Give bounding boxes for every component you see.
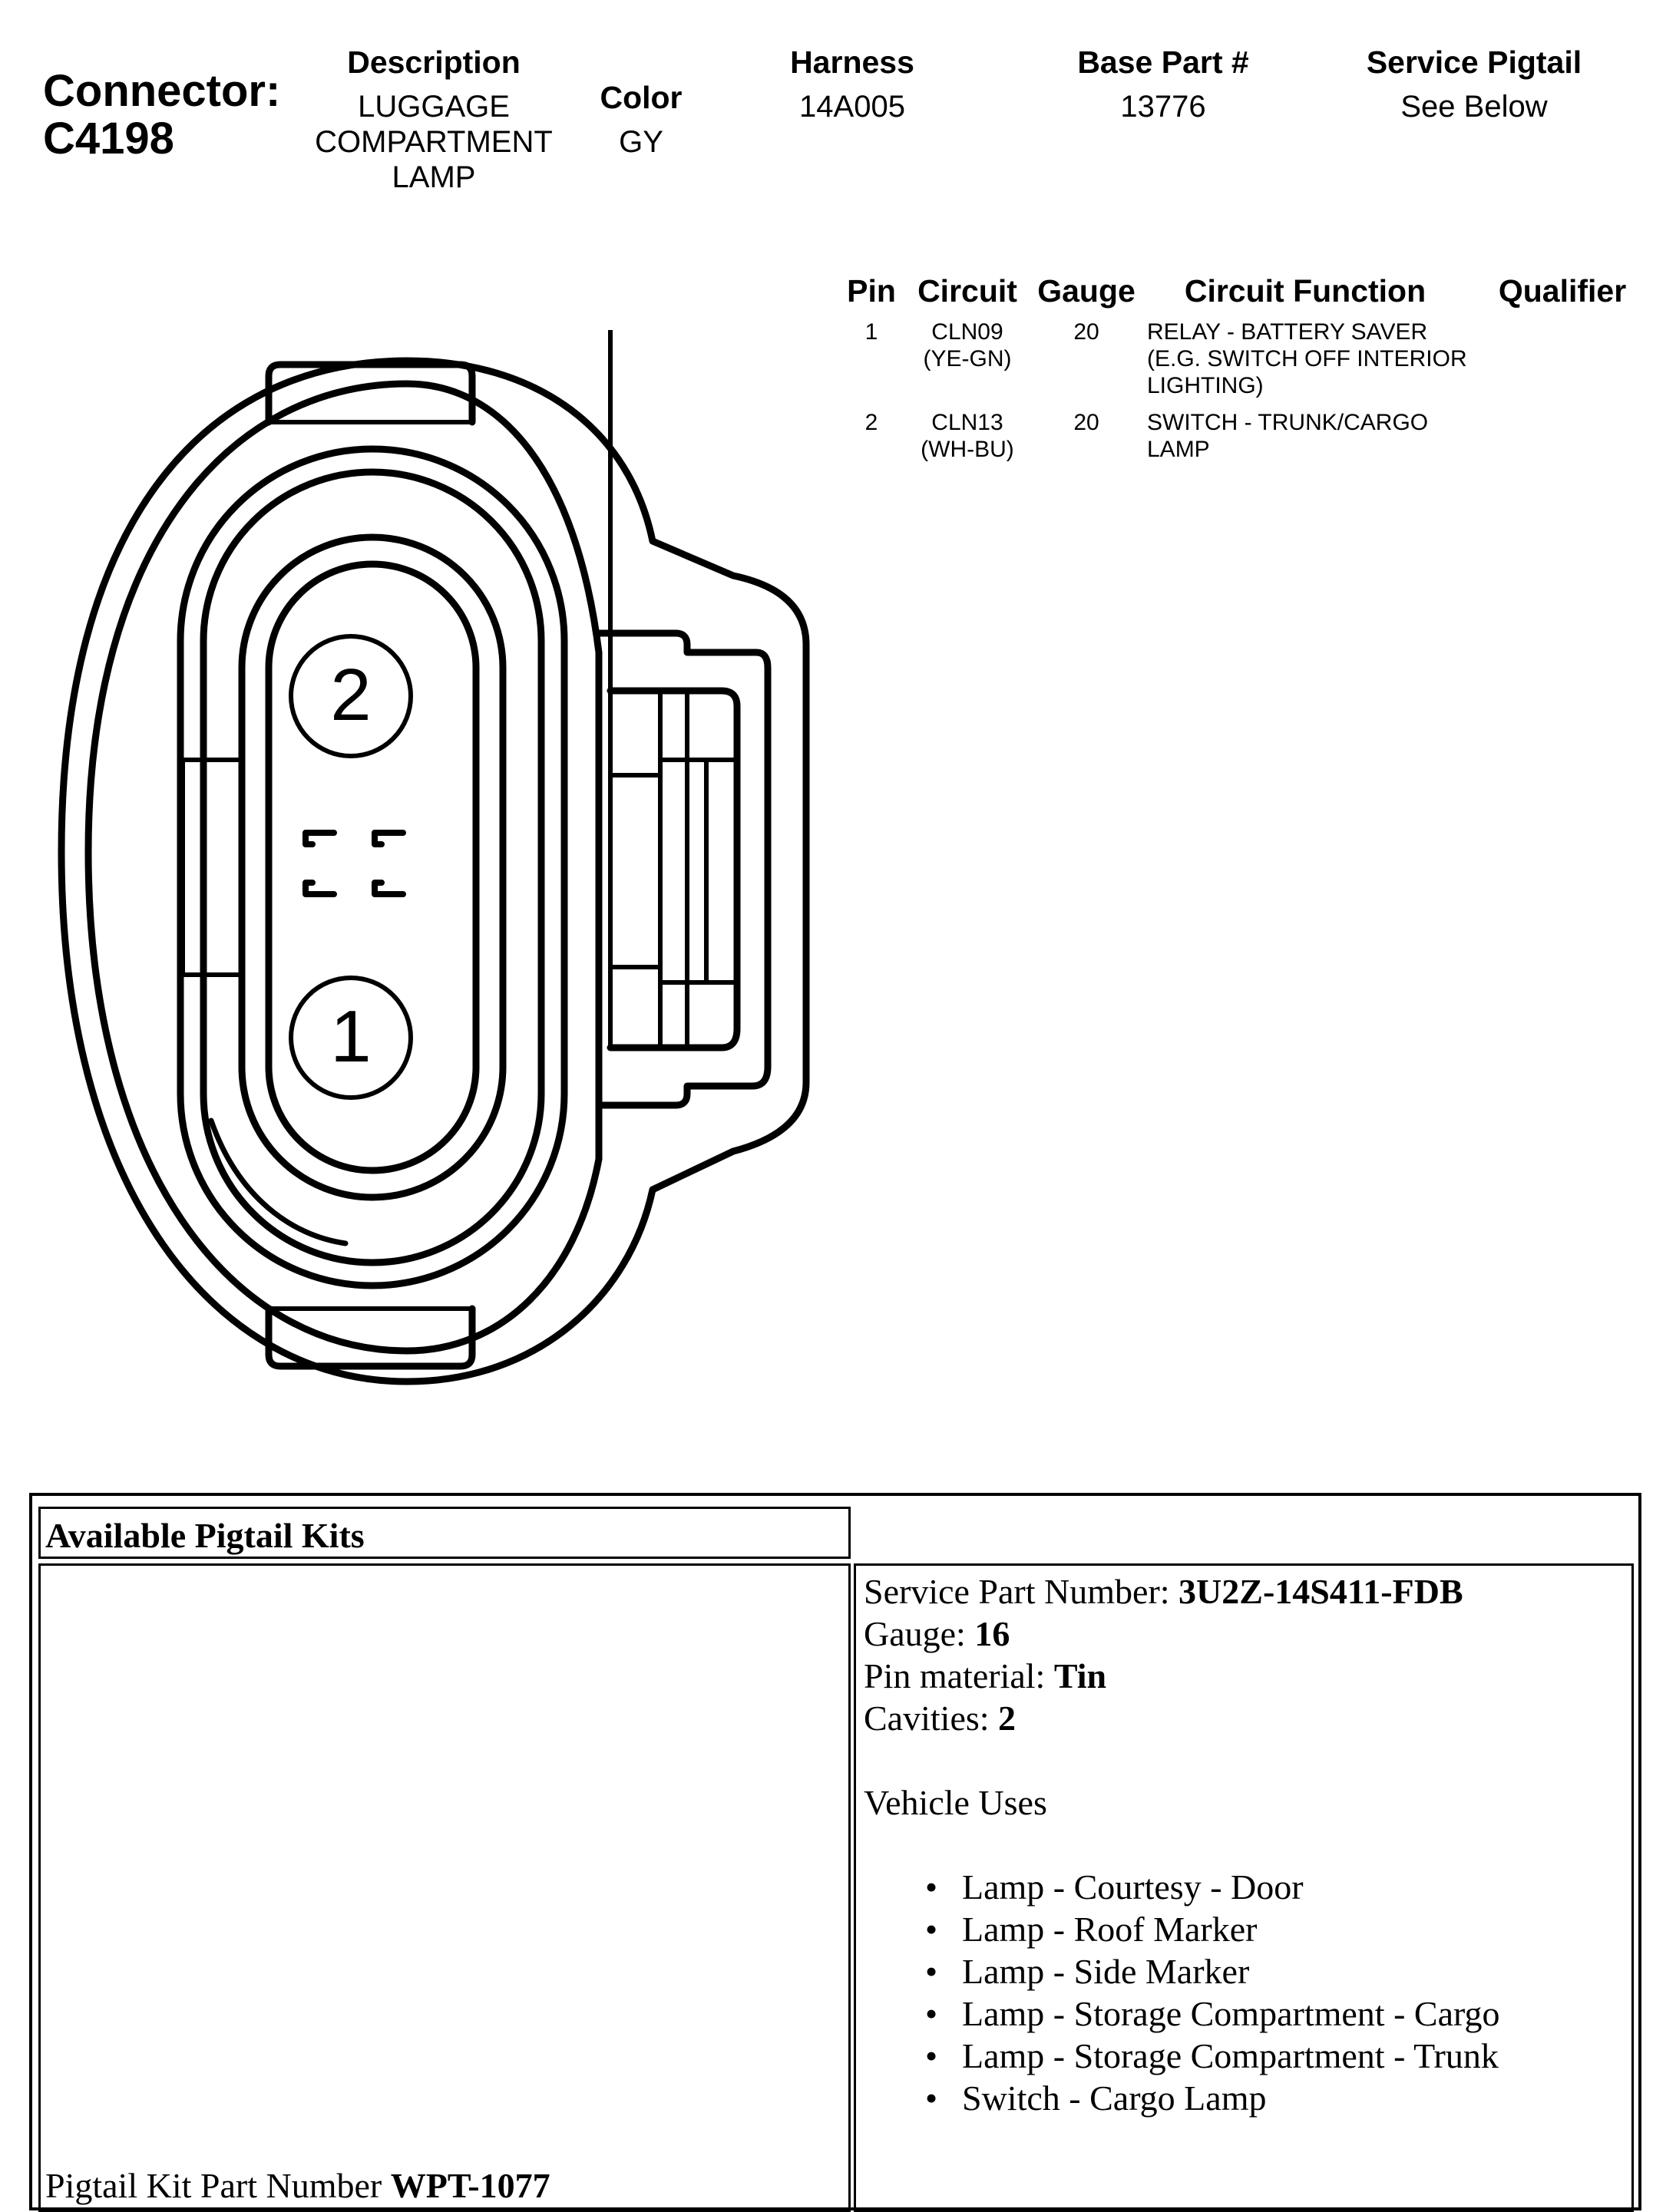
connector-heading: [43, 68, 280, 163]
pigtail-gauge: [864, 1613, 1500, 1655]
pin-material-label: Pin material:: [864, 1656, 1054, 1695]
pin-number: 1: [864, 319, 878, 345]
harness-header: Harness: [790, 45, 914, 80]
kit-part-value: WPT-1077: [390, 2166, 550, 2205]
pin-number: 2: [864, 410, 878, 435]
function-line: (E.G. SWITCH OFF INTERIOR: [1147, 346, 1467, 371]
vehicle-use-text: Switch - Cargo Lamp: [962, 2078, 1267, 2118]
vehicle-use-text: Lamp - Roof Marker: [962, 1910, 1258, 1949]
vehicle-use-item: [925, 1950, 1500, 1992]
service-pigtail-header: Service Pigtail: [1366, 45, 1582, 80]
function-line: SWITCH - TRUNK/CARGO: [1147, 410, 1429, 435]
function-column-header: Circuit Function: [1184, 273, 1426, 309]
service-part-value: 3U2Z-14S411-FDB: [1178, 1572, 1463, 1611]
pigtail-title: Available Pigtail Kits: [45, 1516, 365, 1555]
bullet-icon: •: [925, 1952, 938, 1991]
vehicle-use-item: [925, 1992, 1500, 2035]
vehicle-use-text: Lamp - Storage Compartment - Trunk: [962, 2036, 1499, 2075]
vehicle-use-item: [925, 1866, 1500, 1908]
circuit-cell: [910, 409, 1025, 463]
service-pigtail-value: See Below: [1400, 90, 1548, 124]
kit-part-label: Pigtail Kit Part Number: [45, 2166, 391, 2205]
vehicle-uses-list: [925, 1866, 1500, 2119]
keying-mark: [375, 833, 403, 844]
keying-mark: [306, 883, 334, 894]
vehicle-use-text: Lamp - Storage Compartment - Cargo: [962, 1994, 1500, 2033]
pigtail-details-cell: [854, 1563, 1634, 2212]
wire-color: (WH-BU): [921, 437, 1014, 462]
circuit-cell: [910, 319, 1025, 372]
description-value: [292, 89, 576, 195]
latch-inner: [610, 691, 737, 1048]
bullet-icon: •: [925, 1867, 938, 1907]
circuit-id: CLN09: [931, 319, 1003, 345]
function-line: LAMP: [1147, 437, 1210, 462]
bullet-icon: •: [925, 1910, 938, 1949]
vehicle-use-item: [925, 2077, 1500, 2119]
vehicle-uses-title: Vehicle Uses: [864, 1783, 1047, 1822]
vehicle-use-item: [925, 2035, 1500, 2077]
circuit-id: CLN13: [931, 410, 1003, 435]
keying-mark: [306, 833, 334, 844]
service-part-label: Service Part Number:: [864, 1572, 1179, 1611]
inner-oval-3: [242, 537, 503, 1197]
pin-cavity-oval: [269, 564, 476, 1170]
keying-mark: [375, 883, 403, 894]
base-part-header: Base Part #: [1077, 45, 1249, 80]
pigtail-specs: [864, 1570, 1500, 2119]
wire-color: (YE-GN): [923, 346, 1012, 371]
gauge-label: Gauge:: [864, 1614, 975, 1653]
pigtail-title-cell: [38, 1507, 851, 1559]
pin-material: [864, 1655, 1500, 1697]
function-cell: [1147, 319, 1485, 399]
description-line: LUGGAGE: [358, 90, 510, 124]
connector-id: C4198: [43, 114, 174, 163]
function-line: RELAY - BATTERY SAVER: [1147, 319, 1428, 345]
vehicle-use-text: Lamp - Courtesy - Door: [962, 1867, 1304, 1907]
connector-face-diagram: [46, 330, 829, 1420]
bullet-icon: •: [925, 2036, 938, 2075]
inner-oval-2: [203, 472, 541, 1263]
pin-column-header: Pin: [847, 273, 896, 309]
gauge-column-header: Gauge: [1037, 273, 1136, 309]
description-line: LAMP: [392, 160, 476, 194]
gauge-cell: 20: [1073, 319, 1099, 345]
service-part-number: [864, 1570, 1500, 1613]
pin-1-label: 1: [330, 995, 372, 1078]
base-part-value: 13776: [1120, 90, 1206, 124]
function-cell: [1147, 409, 1485, 463]
cavities-value: 2: [998, 1699, 1017, 1738]
inner-housing-contour: [88, 384, 599, 1351]
color-value: GY: [619, 125, 663, 159]
pigtail-title-empty-cell: [854, 1507, 1634, 1559]
gauge-cell: 20: [1073, 410, 1099, 435]
bullet-icon: •: [925, 2078, 938, 2118]
connector-label: Connector:: [43, 66, 281, 116]
vehicle-use-item: [925, 1908, 1500, 1950]
function-line: LIGHTING): [1147, 373, 1264, 398]
vehicle-use-text: Lamp - Side Marker: [962, 1952, 1250, 1991]
color-header: Color: [600, 80, 683, 115]
cavities-label: Cavities:: [864, 1699, 999, 1738]
pin-material-value: Tin: [1053, 1656, 1107, 1695]
circuit-column-header: Circuit: [917, 273, 1017, 309]
pin-2-label: 2: [330, 654, 372, 736]
pigtail-image-cell: [38, 1563, 851, 2212]
description-line: COMPARTMENT: [315, 125, 553, 159]
latch-outer: [599, 633, 768, 1105]
description-header: Description: [347, 45, 521, 80]
gauge-value: 16: [974, 1614, 1010, 1653]
kit-part-number: [45, 2164, 550, 2207]
cavities: [864, 1697, 1500, 1739]
qualifier-column-header: Qualifier: [1498, 273, 1627, 309]
top-tab: [269, 365, 472, 422]
bullet-icon: •: [925, 1994, 938, 2033]
inner-oval-1: [180, 449, 564, 1286]
harness-value: 14A005: [799, 90, 905, 124]
